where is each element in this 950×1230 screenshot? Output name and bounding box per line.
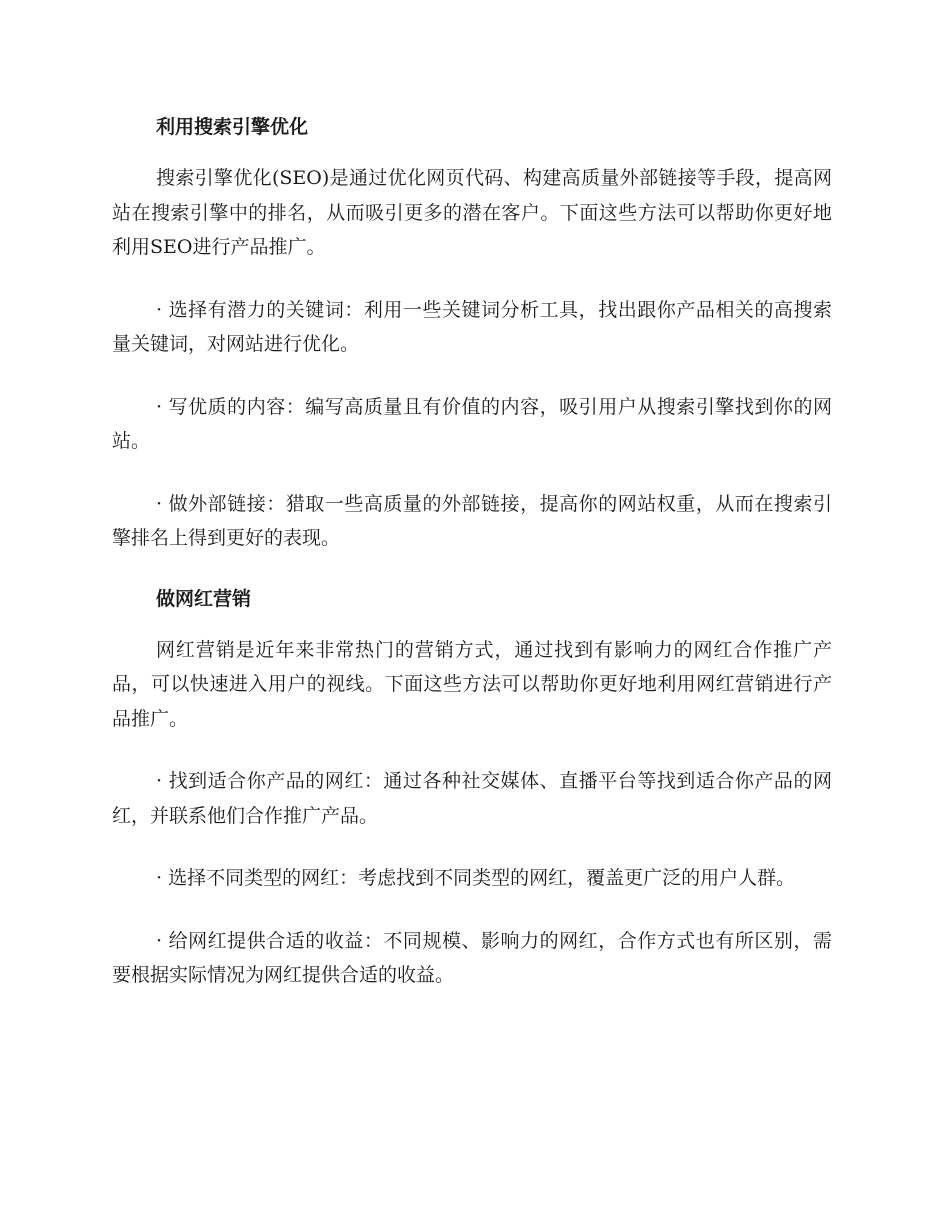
document-page <box>112 112 832 1021</box>
influencer-bullet-types: · 选择不同类型的网红：考虑找到不同类型的网红，覆盖更广泛的用户人群。 <box>156 867 796 889</box>
seo-bullet-backlinks: · 做外部链接：猎取一些高质量的外部链接，提高你的网站权重，从而在搜索引擎排名上得到更好的表现。 <box>112 492 832 549</box>
influencer-intro-paragraph: 网红营销是近年来非常热门的营销方式，通过找到有影响力的网红合作推广产品，可以快速进入用户的视线。下面这些方法可以帮助你更好地利用网红营销进行产品推广。 <box>112 638 832 730</box>
seo-bullet-content: · 写优质的内容：编写高质量且有价值的内容，吸引用户从搜索引擎找到你的网站。 <box>112 395 832 452</box>
section-heading-seo: 利用搜索引擎优化 <box>156 116 309 138</box>
seo-bullet-keywords: · 选择有潜力的关键词：利用一些关键词分析工具，找出跟你产品相关的高搜索量关键词，对网站进行优化。 <box>112 298 832 355</box>
seo-intro-paragraph: 搜索引擎优化(SEO)是通过优化网页代码、构建高质量外部链接等手段，提高网站在搜索引擎中的排名，从而吸引更多的潜在客户。下面这些方法可以帮助你更好地利用SEO进行产品推广。 <box>112 167 832 258</box>
section-heading-influencer: 做网红营销 <box>156 587 252 610</box>
influencer-bullet-find: · 找到适合你产品的网红：通过各种社交媒体、直播平台等找到适合你产品的网红，并联系他们合作推广产品。 <box>112 770 832 827</box>
influencer-bullet-revenue: · 给网红提供合适的收益：不同规模、影响力的网红，合作方式也有所区别，需要根据实际情况为网红提供合适的收益。 <box>112 929 832 986</box>
